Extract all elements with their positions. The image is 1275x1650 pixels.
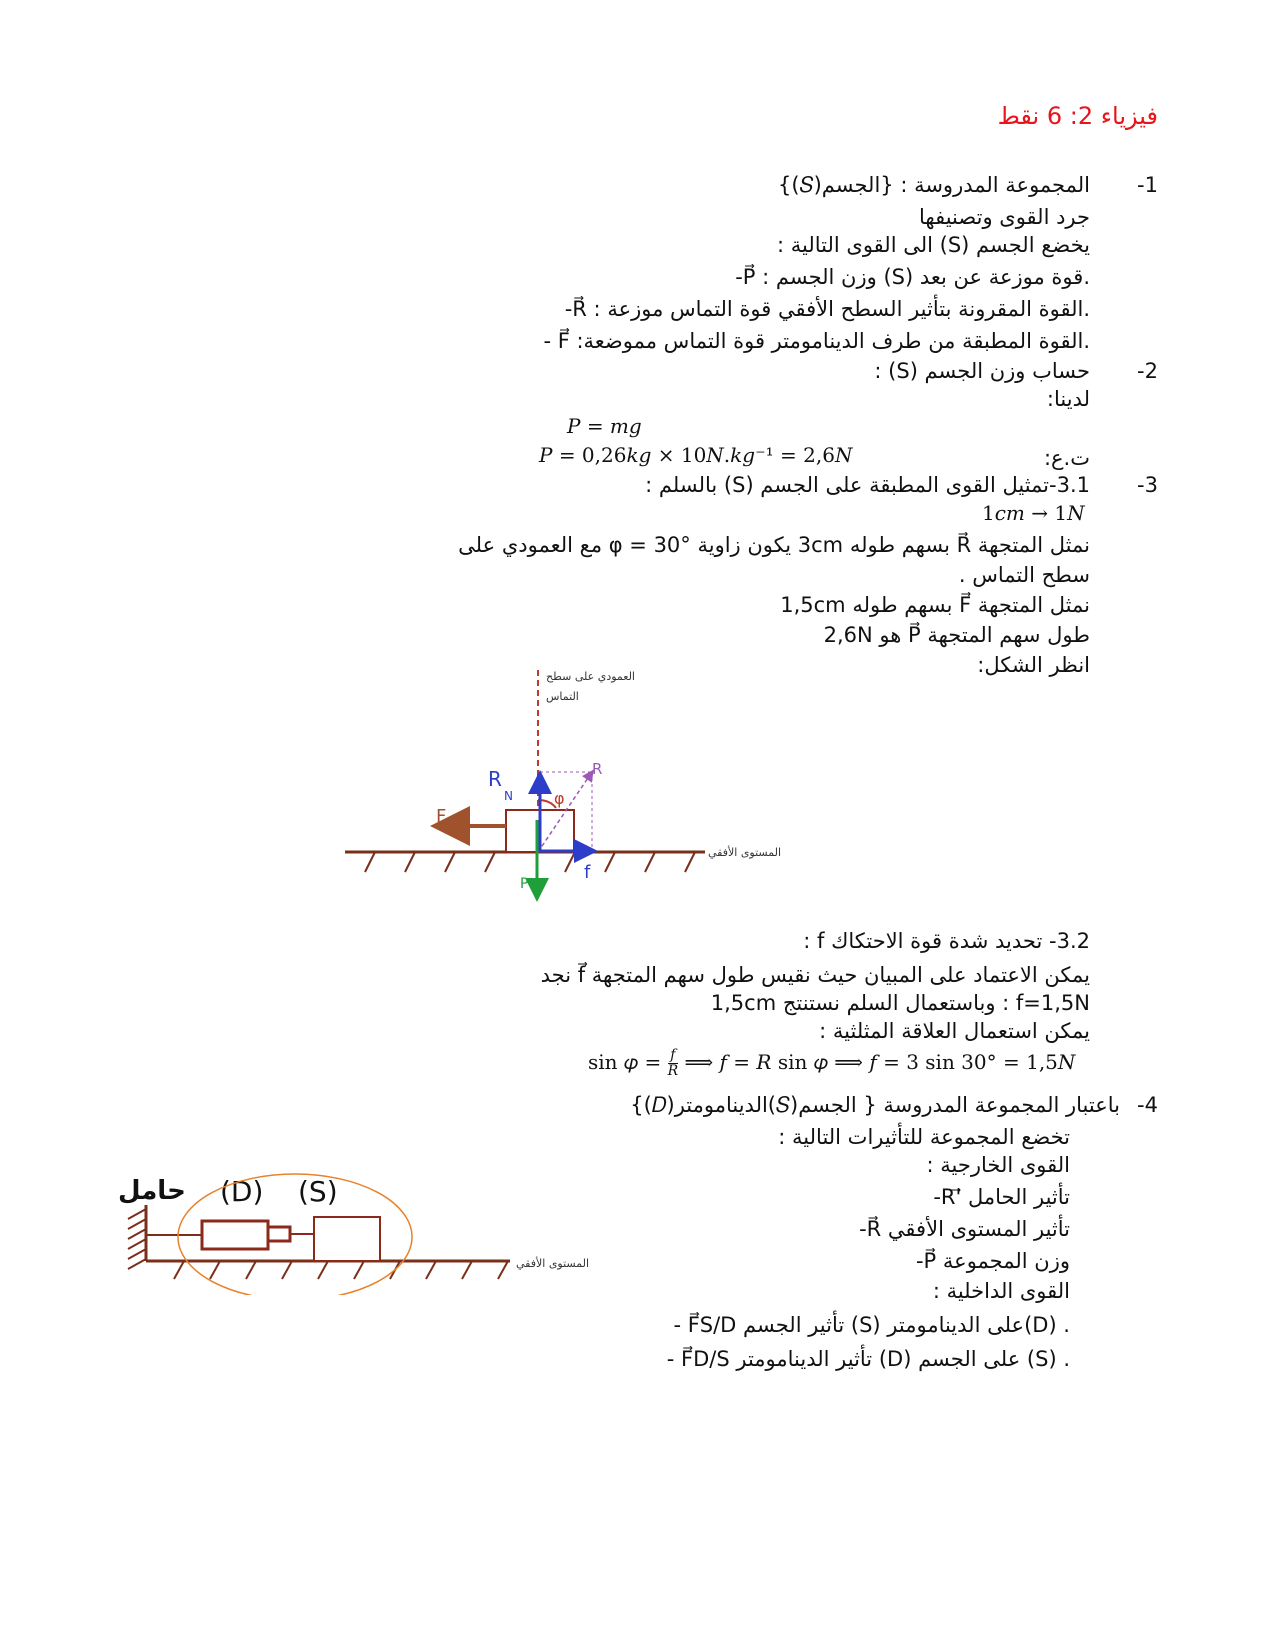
ground-hatching	[365, 852, 695, 872]
support-label: حامل	[118, 1176, 186, 1206]
phi-label: φ	[554, 789, 565, 808]
q4-line: - F⃗S/D تأثير الجسم (S) على الدينامومتر(D) .	[673, 1313, 1070, 1337]
q32-formula-a: sin 𝜑 =	[588, 1050, 668, 1074]
q1-number: -1	[1137, 173, 1158, 197]
r-label: R	[592, 760, 603, 778]
rn-subscript: N	[504, 789, 513, 803]
q4-number: -4	[1137, 1093, 1158, 1117]
q2-app-label: ت.ع:	[1043, 446, 1090, 470]
dynamometer-body	[202, 1221, 268, 1249]
q1-system: المجموعة المدروسة : {الجسم(𝑆)}	[778, 173, 1090, 197]
ground-label: المستوى الأفقي	[516, 1257, 590, 1270]
q2-formula: 𝑃 = 𝑚𝑔	[567, 414, 642, 438]
q4-line: -P⃗ وزن المجموعة	[915, 1249, 1070, 1273]
dynamometer-rod	[268, 1227, 290, 1241]
q32-frac-den: 𝑅	[667, 1063, 679, 1079]
q4-line: تخضع المجموعة للتأثيرات التالية :	[778, 1125, 1070, 1149]
q3-line: سطح التماس .	[958, 563, 1090, 587]
F-label: F	[436, 806, 447, 827]
q2-have: لدينا:	[1046, 387, 1090, 411]
q32-formula	[588, 1048, 1075, 1079]
s-label: (S)	[298, 1175, 338, 1208]
q1-line: -R⃗ : القوة المقرونة بتأثير السطح الأفقي قوة التماس موزعة.	[564, 297, 1090, 321]
normal-label: التماس	[546, 690, 579, 703]
q3-scale: 1𝑐𝑚 → 1𝑁	[982, 501, 1085, 525]
q32-formula-b: ⟹ 𝑓 = 𝑅 sin 𝜑 ⟹ 𝑓 = 3 sin 30° = 1,5𝑁	[678, 1050, 1076, 1074]
body-s	[314, 1217, 380, 1261]
normal-label: العمودي على سطح	[546, 670, 635, 683]
q4-line: القوى الخارجية :	[926, 1153, 1070, 1177]
q32-line: 1,5cm وباستعمال السلم نستنتج : f=1,5N	[710, 991, 1090, 1015]
q32-heading: 3.2- تحديد شدة قوة الاحتكاك f :	[803, 929, 1090, 953]
q4-heading: باعتبار المجموعة المدروسة { الجسم(𝑆)الدينامومتر(𝐷)}	[630, 1093, 1120, 1117]
forces-diagram	[330, 660, 810, 910]
q3-number: -3	[1137, 473, 1158, 497]
q2-number: -2	[1137, 359, 1158, 383]
q3-line: نمثل المتجهة F⃗ بسهم طوله 1,5cm	[780, 593, 1090, 617]
q1-line: - F⃗ :القوة المطبقة من طرف الدينامومتر قوة التماس مموضعة.	[543, 329, 1090, 353]
ground-label: المستوى الأفقي	[708, 846, 782, 859]
f-label: f	[584, 862, 591, 883]
p-label: P	[520, 876, 529, 892]
q3-line: نمثل المتجهة R⃗ بسهم طوله 3cm يكون زاوية φ = 30° مع العمودي على	[458, 533, 1090, 557]
system-diagram	[110, 1165, 610, 1295]
ground-hatching	[174, 1261, 508, 1279]
q3-heading: 3.1-تمثيل القوى المطبقة على الجسم (S) بالسلم :	[645, 473, 1090, 497]
q32-line: يمكن استعمال العلاقة المثلثية :	[819, 1019, 1090, 1043]
q2-heading: حساب وزن الجسم (S) :	[874, 359, 1090, 383]
q3-line: انظر الشكل:	[977, 653, 1090, 677]
q4-line: -R⃗ تأثير المستوى الأفقي	[859, 1217, 1070, 1241]
q4-line: القوى الداخلية :	[932, 1279, 1070, 1303]
q4-line: -R'⃗ تأثير الحامل	[933, 1185, 1070, 1209]
wall-hatching	[128, 1209, 146, 1269]
q1-line: يخضع الجسم (S) الى القوى التالية :	[777, 233, 1090, 257]
page-title: فيزياء 2: 6 نقط	[997, 102, 1158, 130]
q32-line: يمكن الاعتماد على المبيان حيث نقيس طول سهم المتجهة f⃗ نجد	[540, 963, 1090, 987]
q1-line: -P⃗ : وزن الجسم (S) قوة موزعة عن بعد.	[735, 265, 1090, 289]
q4-line: - F⃗D/S تأثير الدينامومتر (D) على الجسم (S) .	[666, 1347, 1070, 1371]
q3-line: طول سهم المتجهة P⃗ هو 2,6N	[823, 623, 1090, 647]
q32-frac-num: 𝑓	[668, 1048, 679, 1064]
d-label: (D)	[220, 1175, 264, 1208]
rn-label: R	[488, 767, 502, 791]
q32-fraction	[668, 1048, 679, 1079]
q2-application: 𝑃 = 0,26𝑘𝑔 × 10𝑁.𝑘𝑔⁻¹ = 2,6𝑁	[539, 443, 853, 467]
q1-line: جرد القوى وتصنيفها	[919, 205, 1090, 229]
